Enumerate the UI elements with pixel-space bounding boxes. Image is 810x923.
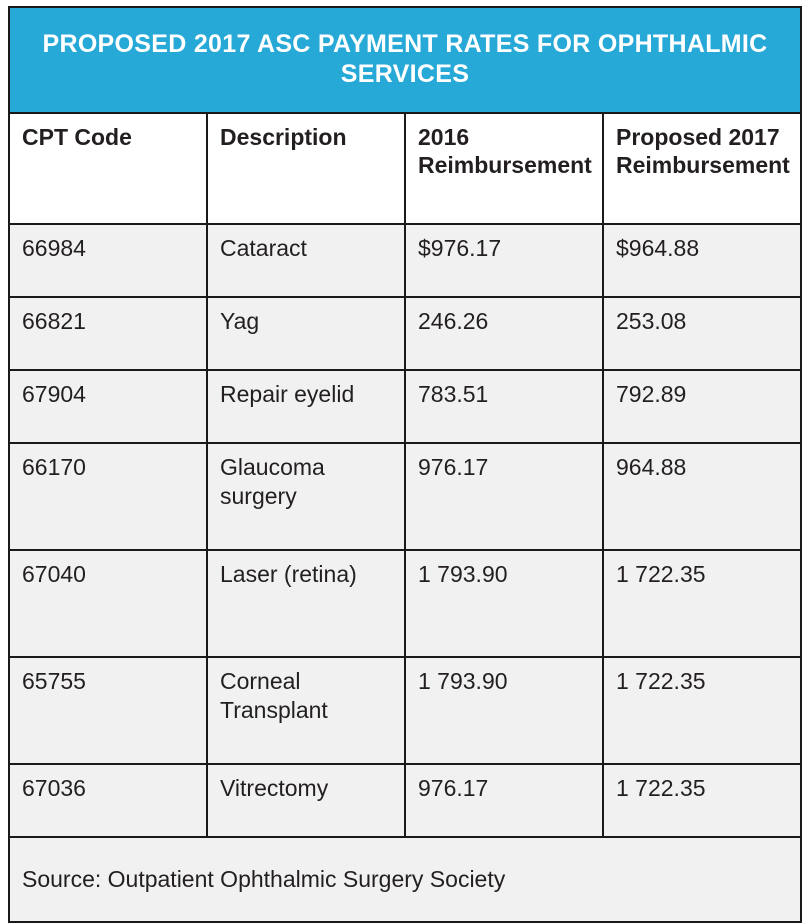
cell-description: Yag — [207, 297, 405, 370]
cell-description: Repair eyelid — [207, 370, 405, 443]
cell-description: Glaucoma surgery — [207, 443, 405, 550]
table-row — [9, 657, 801, 764]
cell-cpt-code: 67904 — [9, 370, 207, 443]
cell-description: Laser (retina) — [207, 550, 405, 657]
table-row — [9, 550, 801, 657]
cell-reimb-2017: 1 722.35 — [603, 657, 801, 764]
cell-reimb-2017: 964.88 — [603, 443, 801, 550]
cell-cpt-code: 66984 — [9, 224, 207, 297]
cell-cpt-code: 67040 — [9, 550, 207, 657]
cell-reimb-2017: 1 722.35 — [603, 764, 801, 837]
cell-reimb-2016: 783.51 — [405, 370, 603, 443]
cell-description: Vitrectomy — [207, 764, 405, 837]
cell-reimb-2017: $964.88 — [603, 224, 801, 297]
cell-cpt-code: 66170 — [9, 443, 207, 550]
cell-cpt-code: 66821 — [9, 297, 207, 370]
cell-reimb-2016: $976.17 — [405, 224, 603, 297]
cell-description: Cataract — [207, 224, 405, 297]
cell-cpt-code: 67036 — [9, 764, 207, 837]
table-row — [9, 764, 801, 837]
table-title-row — [9, 7, 801, 113]
cell-cpt-code: 65755 — [9, 657, 207, 764]
source-note: Source: Outpatient Ophthalmic Surgery Society — [9, 837, 801, 922]
cell-reimb-2016: 1 793.90 — [405, 550, 603, 657]
table-row — [9, 224, 801, 297]
table-row — [9, 297, 801, 370]
table-row — [9, 370, 801, 443]
cell-reimb-2016: 246.26 — [405, 297, 603, 370]
cell-reimb-2017: 253.08 — [603, 297, 801, 370]
cell-reimb-2016: 976.17 — [405, 443, 603, 550]
cell-reimb-2017: 1 722.35 — [603, 550, 801, 657]
cell-reimb-2016: 1 793.90 — [405, 657, 603, 764]
column-header-cpt-code: CPT Code — [9, 113, 207, 224]
column-header-description: Description — [207, 113, 405, 224]
cell-reimb-2016: 976.17 — [405, 764, 603, 837]
table-title: PROPOSED 2017 ASC PAYMENT RATES FOR OPHTHALMIC SERVICES — [9, 7, 801, 113]
asc-payment-rates-table — [8, 6, 802, 923]
table-row — [9, 443, 801, 550]
table-source-row — [9, 837, 801, 922]
cell-reimb-2017: 792.89 — [603, 370, 801, 443]
cell-description: Corneal Transplant — [207, 657, 405, 764]
column-header-proposed-2017-reimbursement: Proposed 2017 Reimbursement — [603, 113, 801, 224]
column-header-2016-reimbursement: 2016 Reimbursement — [405, 113, 603, 224]
table-header-row — [9, 113, 801, 224]
